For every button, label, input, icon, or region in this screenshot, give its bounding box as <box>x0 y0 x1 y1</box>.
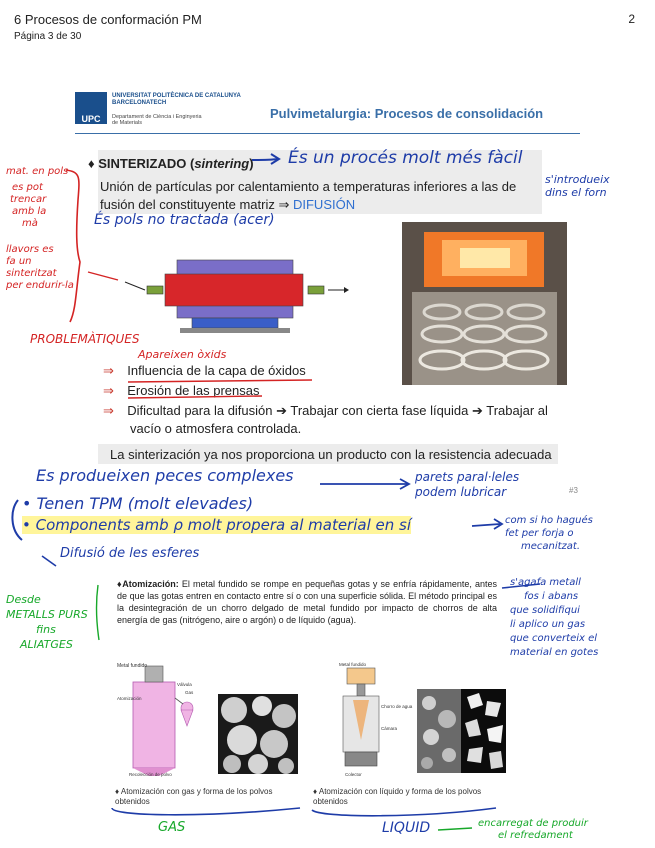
gas-diagram-label-atom: Atomización <box>117 696 142 701</box>
liq-diagram-label-top: Metal fundido <box>339 662 367 667</box>
gas-atomization-caption: ♦ Atomización con gas y forma de los polvos obtenidos <box>115 787 273 806</box>
handwritten-components: • Components amb ρ molt propera al material en sí <box>22 516 412 534</box>
gas-diagram-label-gas: Gas <box>185 690 194 695</box>
handwritten-parets: parets paral·leles podem lubricar <box>415 470 520 499</box>
handwritten-com-si: com si ho hagués fet per forja o mecanitzat. <box>505 515 593 552</box>
handwritten-gas: GAS <box>158 820 186 835</box>
liq-diagram-label-bottom: Colector <box>345 772 362 777</box>
handwritten-difusio: Difusió de les esferes <box>60 546 200 561</box>
upc-logo: UPC <box>75 92 107 124</box>
handwritten-oxids: Apareixen òxids <box>138 348 227 361</box>
list-item: ⇒ Influencia de la capa de óxidos <box>103 363 306 378</box>
handwritten-tenen: • Tenen TPM (molt elevades) <box>22 494 254 513</box>
university-name: UNIVERSITAT POLITÈCNICA DE CATALUNYA BARCELONATECH <box>112 93 241 106</box>
liq-diagram-label-chamber: Cámara <box>381 726 398 731</box>
page-number: 2 <box>628 12 635 26</box>
liquid-atomization-caption: ♦ Atomización con líquido y forma de los polvos obtenidos <box>313 787 482 806</box>
atomizacion-text: ♦Atomización: El metal fundido se rompe en pequeñas gotas y se enfría rápidamente, antes de que las gotas entren en contacto entre sí o con una superficie sólida. El método principal es la desintegración de un chorro delgado de metal fundido por impacto de chorros de alta energía de gas (nitrógeno, aire o argón) o de líquido (agua). <box>117 579 497 625</box>
sinterizado-definition: Unión de partículas por calentamiento a temperaturas inferiores a las de fusión del constituyente matriz ⇒ DIFUSIÓN <box>100 179 517 212</box>
list-item: ⇒ Erosión de las prensas <box>103 383 260 398</box>
handwritten-encarregat: encarregat de produir el refredament <box>478 818 588 841</box>
document-title: 6 Procesos de conformación PM <box>14 12 202 27</box>
department-name: Departament de Ciència i Enginyeria de Materials <box>112 114 202 126</box>
handwritten-liquid: LIQUID <box>382 820 431 836</box>
handwritten-note-facil: És un procés molt més fàcil <box>288 148 523 168</box>
slide-number: #3 <box>569 486 578 495</box>
gas-diagram-label-bottom: Recolección de polvo <box>129 772 172 777</box>
summary-text: La sinterización ya nos proporciona un producto con la resistencia adecuada <box>110 447 552 462</box>
handwritten-forn: s'introdueix dins el forn <box>545 173 610 199</box>
handwritten-note-pols: És pols no tractada (acer) <box>94 212 275 228</box>
handwritten-left-red: mat. en pols es pot trencar amb la mà llavors es fa un sinteritzat per endurir-la <box>6 166 74 291</box>
gas-diagram-label-valve: Válvula <box>177 682 192 687</box>
liq-diagram-label-water: Chorro de agua <box>381 704 413 709</box>
page-indicator: Página 3 de 30 <box>14 31 82 42</box>
list-item-continuation: vacío o atmosfera controlada. <box>130 421 302 436</box>
handwritten-peces: Es produeixen peces complexes <box>36 466 294 485</box>
handwritten-desde: Desde METALLS PURS fins ALIATGES <box>6 593 88 651</box>
handwritten-problematiques: PROBLEMÀTIQUES <box>30 332 140 346</box>
slide-title: Pulvimetalurgia: Procesos de consolidación <box>270 106 544 121</box>
sinterizado-heading: ♦ SINTERIZADO (sintering) <box>88 156 254 171</box>
handwritten-atom-note: s'agafa metall fos i abans que solidifiqui li aplico un gas que converteix el material en gotes <box>510 577 599 658</box>
list-item: ⇒ Dificultad para la difusión ➔ Trabajar con cierta fase líquida ➔ Trabajar al <box>103 403 548 418</box>
gas-diagram-label-top: Metal fundido <box>117 663 148 669</box>
